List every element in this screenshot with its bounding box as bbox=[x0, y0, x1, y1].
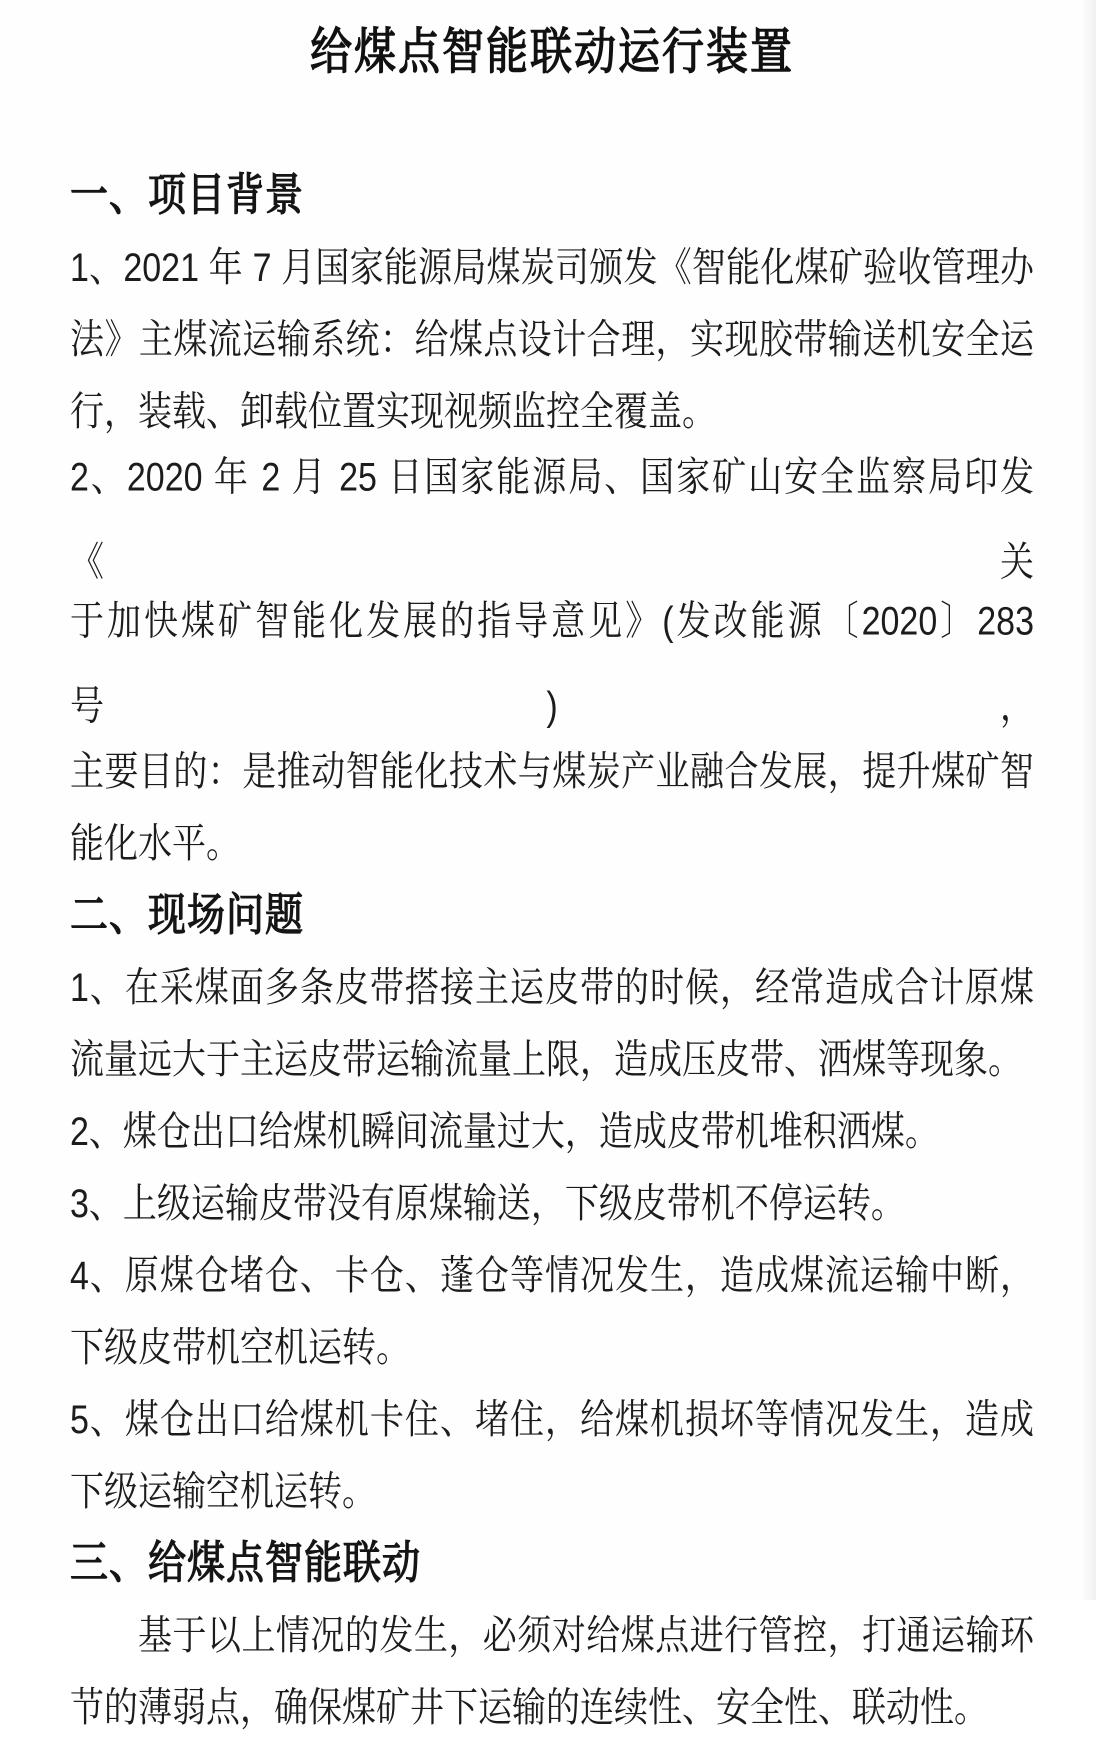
text-line: 1、在采煤面多条皮带搭接主运皮带的时候，经常造成合计原煤 bbox=[70, 965, 1034, 1011]
scan-edge-shadow bbox=[1080, 0, 1096, 1600]
section-project-background bbox=[70, 160, 1034, 880]
section-1-heading: 一、项目背景 bbox=[70, 171, 305, 221]
text-line: 下级皮带机空机运转。 bbox=[70, 1325, 410, 1371]
text-line: 4、原煤仓堵仓、卡仓、蓬仓等情况发生，造成煤流运输中断， bbox=[70, 1253, 1034, 1299]
text-line: 2、煤仓出口给煤机瞬间流量过大，造成皮带机堆积洒煤。 bbox=[70, 1109, 939, 1155]
text-line: 5、煤仓出口给煤机卡住、堵住，给煤机损坏等情况发生，造成 bbox=[70, 1397, 1034, 1443]
paragraph-problem-5 bbox=[70, 1384, 1034, 1528]
paragraph-policy-2021 bbox=[70, 232, 1034, 448]
text-line: 法》主煤流运输系统：给煤点设计合理，实现胶带输送机安全运 bbox=[70, 317, 1034, 363]
paragraph-policy-2020 bbox=[70, 448, 1034, 880]
paragraph-problem-4 bbox=[70, 1240, 1034, 1384]
document-title: 给煤点智能联动运行装置 bbox=[309, 23, 794, 80]
section-field-problems bbox=[70, 880, 1034, 1528]
text-line: 于加快煤矿智能化发展的指导意见》(发改能源〔2020〕283 号)， bbox=[70, 599, 1034, 729]
text-line: 3、上级运输皮带没有原煤输送，下级皮带机不停运转。 bbox=[70, 1181, 905, 1227]
section-3-heading: 三、给煤点智能联动 bbox=[70, 1539, 422, 1589]
text-line: 2、2020 年 2 月 25 日国家能源局、国家矿山安全监察局印发《关 bbox=[70, 455, 1034, 585]
text-line: 能化水平。 bbox=[70, 821, 240, 867]
paragraph-problem-3 bbox=[70, 1168, 1034, 1240]
section-intelligent-linkage bbox=[70, 1528, 1034, 1744]
section-2-heading: 二、现场问题 bbox=[70, 891, 305, 941]
text-line: 基于以上情况的发生，必须对给煤点进行管控，打通运输环 bbox=[138, 1613, 1034, 1659]
text-line: 下级运输空机运转。 bbox=[70, 1469, 376, 1515]
text-line: 1、2021 年 7 月国家能源局煤炭司颁发《智能化煤矿验收管理办 bbox=[70, 245, 1034, 291]
text-line: 节的薄弱点，确保煤矿井下运输的连续性、安全性、联动性。 bbox=[70, 1685, 988, 1731]
text-line: 主要目的：是推动智能化技术与煤炭产业融合发展，提升煤矿智 bbox=[70, 749, 1034, 795]
paragraph-linkage-summary bbox=[70, 1600, 1034, 1744]
paragraph-problem-1 bbox=[70, 952, 1034, 1096]
text-line: 流量远大于主运皮带运输流量上限，造成压皮带、洒煤等现象。 bbox=[70, 1037, 1022, 1083]
paragraph-problem-2 bbox=[70, 1096, 1034, 1168]
text-line: 行，装载、卸载位置实现视频监控全覆盖。 bbox=[70, 389, 716, 435]
